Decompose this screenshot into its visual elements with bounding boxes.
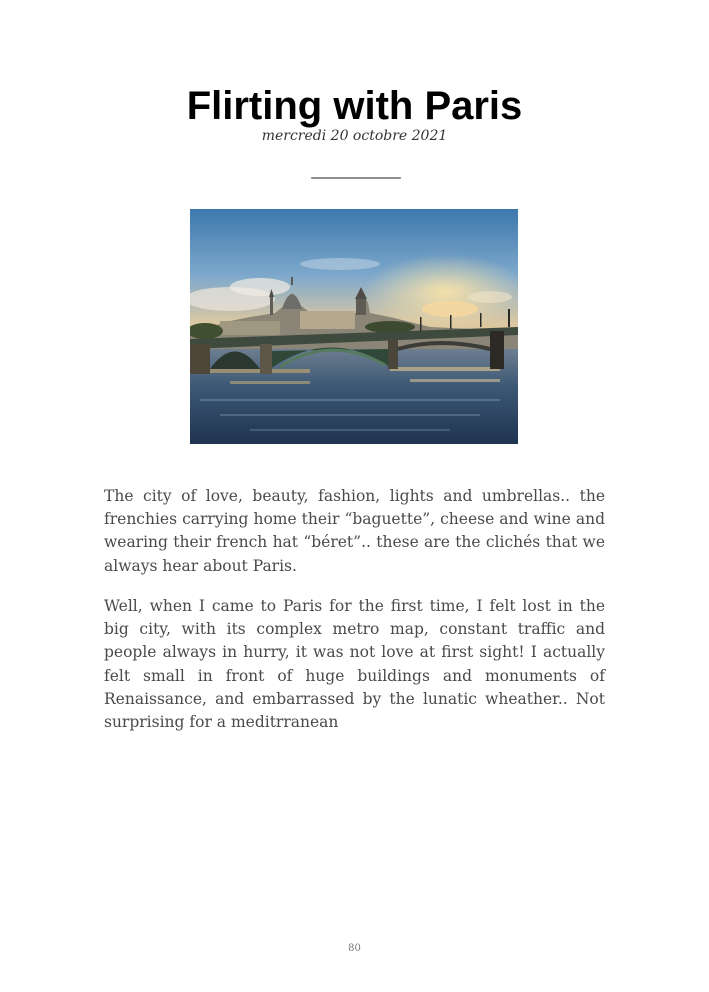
paris-seine-bridge-photo: [190, 209, 518, 444]
page-title: Flirting with Paris: [186, 84, 523, 128]
paragraph-1: The city of love, beauty, fashion, lights and umbrellas.. the frenchies carrying home their “baguette”, cheese and wine and wearing their french hat “béret”.. these are the clichés that we always hear about Paris.: [104, 487, 605, 575]
page-number: 80: [348, 943, 361, 954]
post-date: mercredi 20 octobre 2021: [261, 128, 448, 144]
paragraph-2: Well, when I came to Paris for the first time, I felt lost in the big city, with its complex metro map, constant traffic and people always in hurry, it was not love at first sight! I actually felt small in front of huge buildings and monuments of Renaissance, and embarrassed by the lunatic wheather.. Not surprising for a meditrranean: [104, 597, 605, 732]
separator-line: ————————: [310, 170, 399, 186]
